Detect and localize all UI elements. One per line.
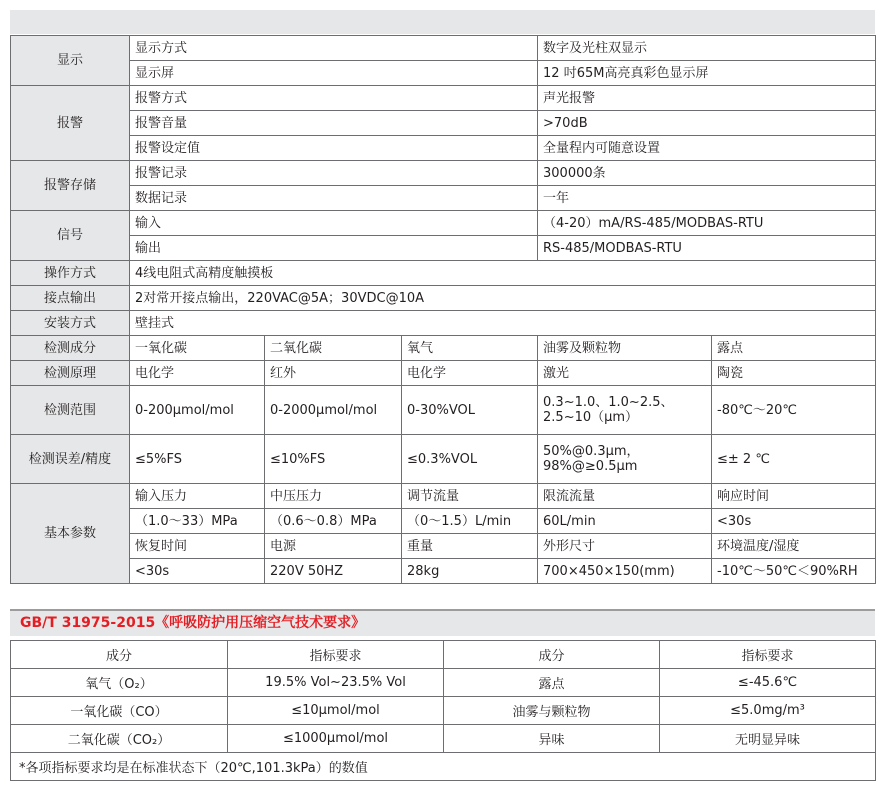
basic-cell: 响应时间: [712, 484, 876, 509]
table-row: [11, 669, 876, 697]
range-cell: -80℃～20℃: [712, 386, 876, 435]
spec-item: 报警音量: [130, 111, 538, 136]
group-label-signal: 信号: [11, 211, 130, 261]
range-cell: 0-200μmol/mol: [130, 386, 265, 435]
table-cell: 二氧化碳（CO₂）: [11, 725, 228, 753]
basic-cell: 环境温度/湿度: [712, 534, 876, 559]
basic-cell: （0.6～0.8）MPa: [265, 509, 402, 534]
table-cell: ≤-45.6℃: [660, 669, 876, 697]
table-row: [11, 161, 876, 186]
row-label-principle: 检测原理: [11, 361, 130, 386]
row-label-range: 检测范围: [11, 386, 130, 435]
spec-item: 报警记录: [130, 161, 538, 186]
table-row: [11, 534, 876, 559]
table-row: [11, 61, 876, 86]
table-cell: 一氧化碳（CO）: [11, 697, 228, 725]
standard-requirements-table: [10, 640, 876, 781]
component-cell: 露点: [712, 336, 876, 361]
range-cell: 0-30%VOL: [402, 386, 538, 435]
table-row: [11, 484, 876, 509]
table-row: [11, 559, 876, 584]
row-label-basic: 基本参数: [11, 484, 130, 584]
column-header: 成分: [444, 641, 660, 669]
footnote: *各项指标要求均是在标准状态下（20℃,101.3kPa）的数值: [11, 753, 876, 781]
table-row: [11, 136, 876, 161]
principle-cell: 红外: [265, 361, 402, 386]
basic-cell: 220V 50HZ: [265, 559, 402, 584]
basic-cell: 电源: [265, 534, 402, 559]
spec-item: 报警方式: [130, 86, 538, 111]
spec-item: 显示方式: [130, 36, 538, 61]
group-label-display: 显示: [11, 36, 130, 86]
error-cell: ≤0.3%VOL: [402, 435, 538, 484]
error-cell: ≤5%FS: [130, 435, 265, 484]
spec-item: 显示屏: [130, 61, 538, 86]
table-note-row: [11, 753, 876, 781]
basic-cell: 调节流量: [402, 484, 538, 509]
basic-cell: （0～1.5）L/min: [402, 509, 538, 534]
component-cell: 二氧化碳: [265, 336, 402, 361]
table-row: [11, 336, 876, 361]
group-label-storage: 报警存储: [11, 161, 130, 211]
column-header: 成分: [11, 641, 228, 669]
basic-cell: 输入压力: [130, 484, 265, 509]
error-cell: ≤10%FS: [265, 435, 402, 484]
spec-item: 输出: [130, 236, 538, 261]
spec-item: 报警设定值: [130, 136, 538, 161]
component-cell: 一氧化碳: [130, 336, 265, 361]
range-cell: 0-2000μmol/mol: [265, 386, 402, 435]
row-label-components: 检测成分: [11, 336, 130, 361]
table-row: [11, 186, 876, 211]
spec-value: 数字及光柱双显示: [538, 36, 876, 61]
basic-cell: （1.0～33）MPa: [130, 509, 265, 534]
spec-item: 数据记录: [130, 186, 538, 211]
principle-cell: 陶瓷: [712, 361, 876, 386]
table-cell: 露点: [444, 669, 660, 697]
table-cell: ≤1000μmol/mol: [228, 725, 444, 753]
basic-cell: 28kg: [402, 559, 538, 584]
basic-cell: <30s: [712, 509, 876, 534]
spec-value: 300000条: [538, 161, 876, 186]
spec-value: 壁挂式: [130, 311, 876, 336]
basic-cell: -10℃～50℃＜90%RH: [712, 559, 876, 584]
table-row: [11, 86, 876, 111]
basic-cell: 外形尺寸: [538, 534, 712, 559]
principle-cell: 电化学: [130, 361, 265, 386]
table-row: [11, 361, 876, 386]
standard-title: GB/T 31975-2015《呼吸防护用压缩空气技术要求》: [10, 609, 875, 636]
spec-value: >70dB: [538, 111, 876, 136]
row-label-contact: 接点输出: [11, 286, 130, 311]
table-cell: 油雾与颗粒物: [444, 697, 660, 725]
table-row: [11, 725, 876, 753]
error-cell: ≤± 2 ℃: [712, 435, 876, 484]
table-row: [11, 111, 876, 136]
spec-value: 全量程内可随意设置: [538, 136, 876, 161]
spec-item: 输入: [130, 211, 538, 236]
spec-value: 4线电阻式高精度触摸板: [130, 261, 876, 286]
spec-value: （4-20）mA/RS-485/MODBAS-RTU: [538, 211, 876, 236]
basic-cell: 限流流量: [538, 484, 712, 509]
table-header-row: [11, 641, 876, 669]
basic-cell: 60L/min: [538, 509, 712, 534]
row-label-install: 安装方式: [11, 311, 130, 336]
spec-value: 声光报警: [538, 86, 876, 111]
table-row: [11, 311, 876, 336]
row-label-error: 检测误差/精度: [11, 435, 130, 484]
table-row: [11, 386, 876, 435]
principle-cell: 激光: [538, 361, 712, 386]
range-cell: 0.3~1.0、1.0~2.5、2.5~10（μm）: [538, 386, 712, 435]
table-cell: 氧气（O₂）: [11, 669, 228, 697]
spec-value: RS-485/MODBAS-RTU: [538, 236, 876, 261]
component-cell: 氧气: [402, 336, 538, 361]
basic-cell: 700×450×150(mm): [538, 559, 712, 584]
component-cell: 油雾及颗粒物: [538, 336, 712, 361]
table-row: [11, 286, 876, 311]
basic-cell: 恢复时间: [130, 534, 265, 559]
table-cell: ≤5.0mg/m³: [660, 697, 876, 725]
table-cell: ≤10μmol/mol: [228, 697, 444, 725]
table-row: [11, 236, 876, 261]
group-label-alarm: 报警: [11, 86, 130, 161]
table-cell: 异味: [444, 725, 660, 753]
row-label-operation: 操作方式: [11, 261, 130, 286]
table-row: [11, 36, 876, 61]
spec-table: [10, 35, 876, 584]
error-cell: 50%@0.3μm，98%@≥0.5μm: [538, 435, 712, 484]
table-cell: 无明显异味: [660, 725, 876, 753]
basic-cell: <30s: [130, 559, 265, 584]
spec-value: 12 吋65M高亮真彩色显示屏: [538, 61, 876, 86]
spec-value: 一年: [538, 186, 876, 211]
table-row: [11, 509, 876, 534]
principle-cell: 电化学: [402, 361, 538, 386]
table-row: [11, 697, 876, 725]
table-cell: 19.5% Vol~23.5% Vol: [228, 669, 444, 697]
basic-cell: 重量: [402, 534, 538, 559]
table-row: [11, 261, 876, 286]
column-header: 指标要求: [660, 641, 876, 669]
spec-value: 2对常开接点输出，220VAC@5A；30VDC@10A: [130, 286, 876, 311]
top-header-bar: [10, 10, 875, 34]
column-header: 指标要求: [228, 641, 444, 669]
table-row: [11, 211, 876, 236]
table-row: [11, 435, 876, 484]
basic-cell: 中压压力: [265, 484, 402, 509]
